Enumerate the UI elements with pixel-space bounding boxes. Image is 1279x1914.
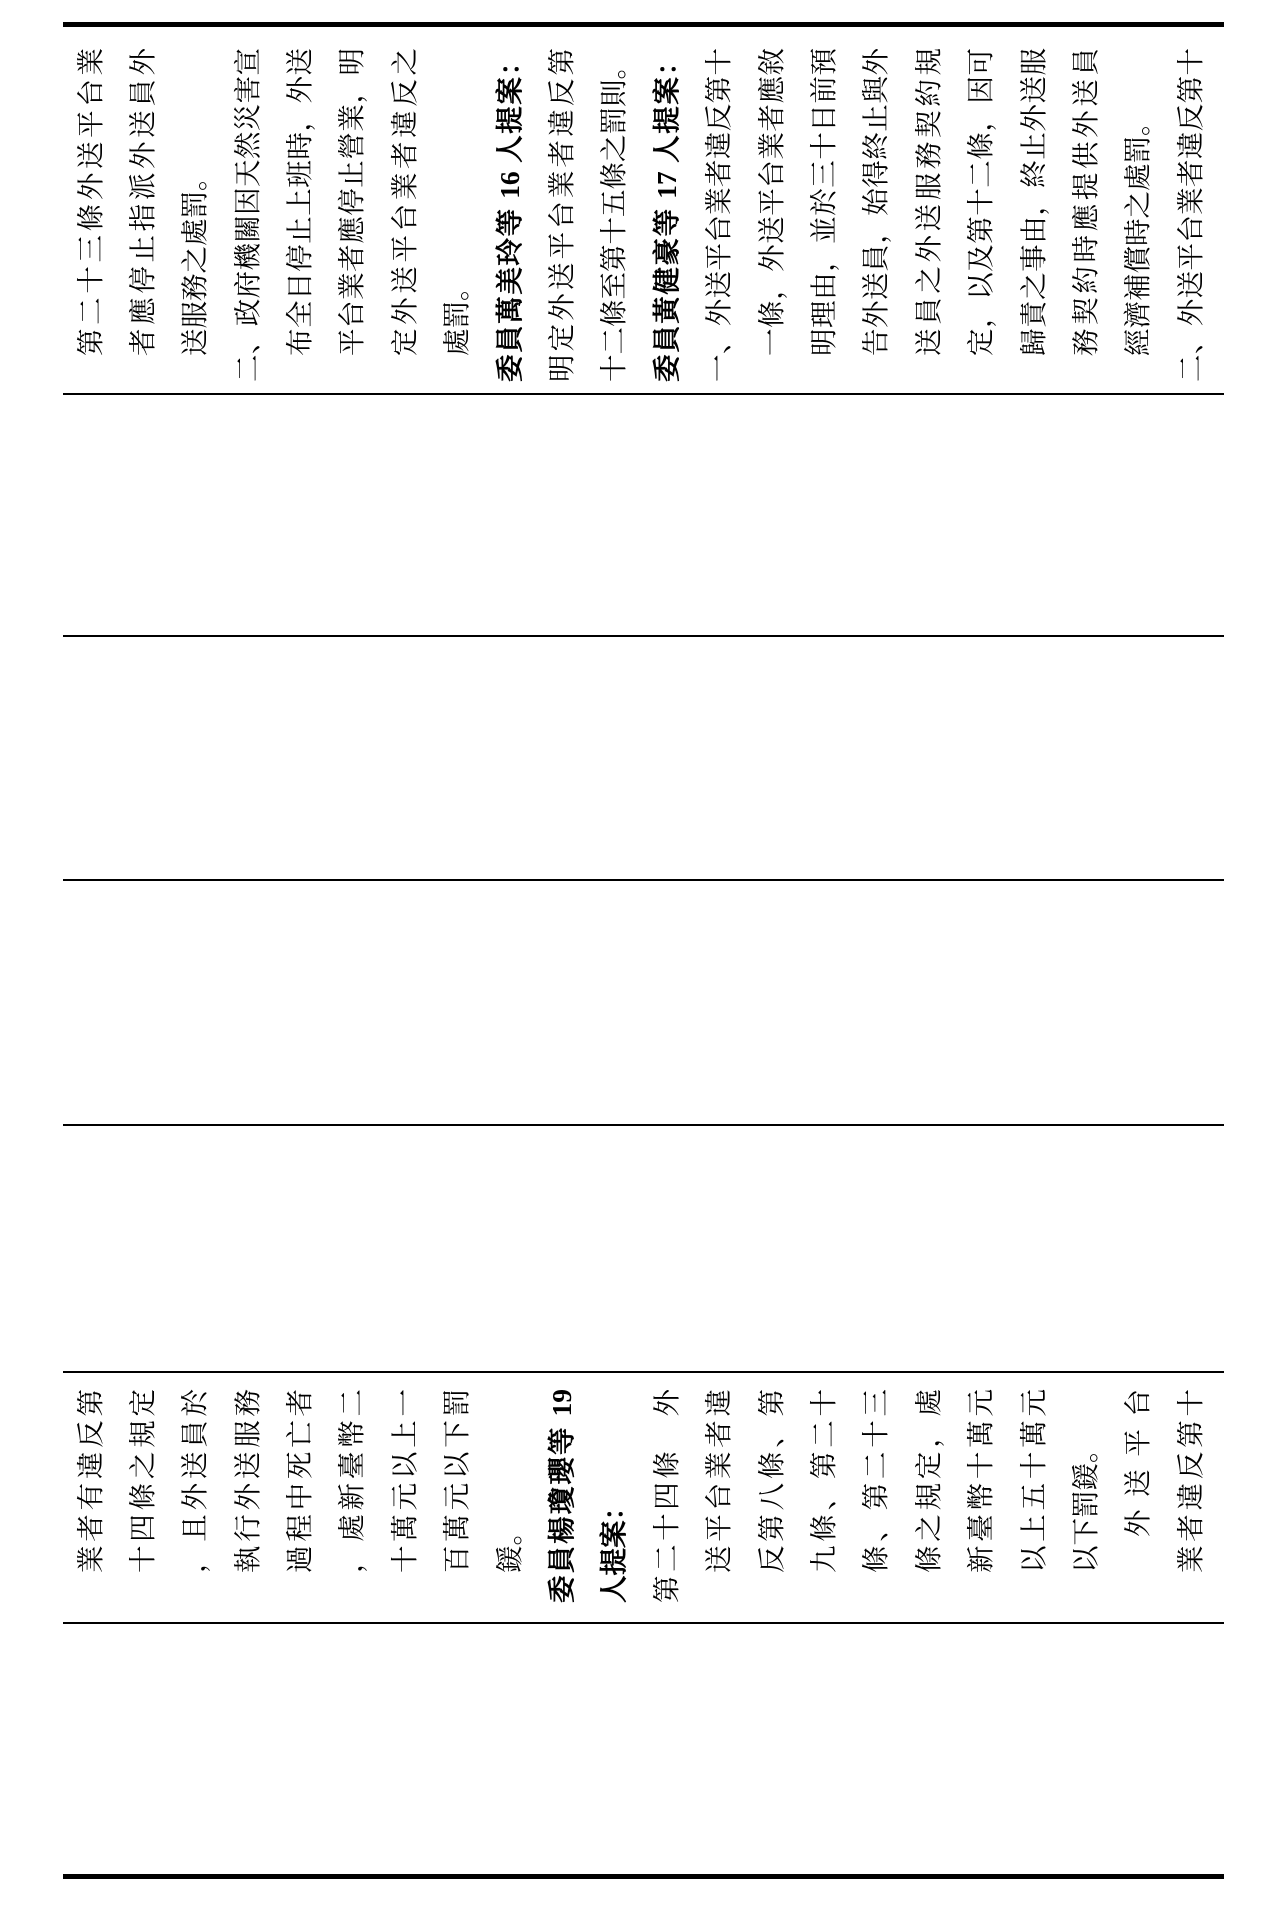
text-line: 務契約時應提供外送員 [1069,48,1101,356]
text-line: 新臺幣十萬元 [965,1389,997,1573]
table-cell-empty [0,881,1279,1124]
table-cell-empty [0,1126,1279,1371]
paragraph [693,48,1165,382]
text-line: 送員之外送服務契約規 [912,48,944,356]
proposal-heading [641,48,693,382]
paragraph [641,1389,1113,1603]
cell-text [65,1389,1218,1603]
text-line: 人提案： [598,1493,630,1603]
paragraph [65,1389,537,1603]
text-line: 告外送員，始得終止與外 [860,48,892,356]
text-line: 過程中死亡者 [284,1389,316,1573]
table-cell-lower [0,1373,1279,1622]
text-line: 第二十三條外送平台業 [74,48,106,356]
cell-text [65,48,1218,382]
table-cell-empty [0,637,1279,879]
text-line: 條之規定，處 [912,1389,944,1573]
text-line: 條、第二十三 [860,1389,892,1573]
text-line: 送平台業者違 [703,1389,735,1573]
text-line: 以下罰鍰。 [1069,1435,1101,1573]
text-line: 一、外送平台業者違反第十 [703,48,735,382]
paragraph [536,48,641,382]
text-line: 二、外送平台業者違反第十 [1174,48,1206,382]
text-line: 處罰。 [441,273,473,356]
paragraph [1112,1389,1217,1603]
text-line: 二、政府機關因天然災害宣 [231,48,263,382]
text-line: 一條，外送平台業者應敘 [755,48,787,356]
text-line: 十萬元以上一 [388,1389,420,1573]
text-line: 經濟補償時之處罰。 [1122,108,1154,356]
text-line: 定，以及第十二條，因可 [965,48,997,356]
text-line: 定外送平台業者違反之 [388,48,420,356]
text-line: 以上五十萬元 [1017,1389,1049,1573]
text-line: 委員萬美玲等 16 人提案： [493,48,525,382]
text-line: 第二十四條 外 [650,1389,682,1603]
text-line: 反第八條、第 [755,1389,787,1573]
text-line: 者應停止指派外送員外 [126,48,158,356]
text-line: 平台業者應停止營業，明 [336,48,368,356]
text-line: 百萬元以下罰 [441,1389,473,1573]
text-line: ，且外送員於 [179,1389,211,1573]
table-cell-empty [0,395,1279,635]
text-line: 歸責之事由，終止外送服 [1017,48,1049,356]
text-line: 執行外送服務 [231,1389,263,1573]
text-line: 委員楊瓊瓔等 19 [546,1389,578,1603]
text-line: 委員黃健豪等 17 人提案： [650,48,682,382]
text-line: 明理由，並於三十日前預 [807,48,839,356]
text-line: 業者有違反第 [74,1389,106,1573]
text-line: 送服務之處罰。 [179,163,211,356]
text-line: 鍰。 [493,1518,525,1573]
paragraph [65,48,222,382]
text-line: 十二條至第十五條之罰則。 [598,52,630,382]
table-cell-empty [0,1624,1279,1874]
proposal-heading [536,1389,641,1603]
paragraph [222,48,484,382]
text-line: 明定外送平台業者違反第 [546,48,578,382]
text-line: 十四條之規定 [126,1389,158,1573]
text-line: 業者違反第十 [1174,1389,1206,1573]
paragraph [1165,48,1217,382]
proposal-heading [484,48,536,382]
text-line: 外送平台 [1122,1389,1154,1537]
text-line: 布全日停止上班時，外送 [284,48,316,356]
table-rule-thick [63,1874,1224,1879]
table-cell-upper [0,27,1279,393]
text-line: ，處新臺幣二 [336,1389,368,1573]
text-line: 九條、第二十 [807,1389,839,1573]
